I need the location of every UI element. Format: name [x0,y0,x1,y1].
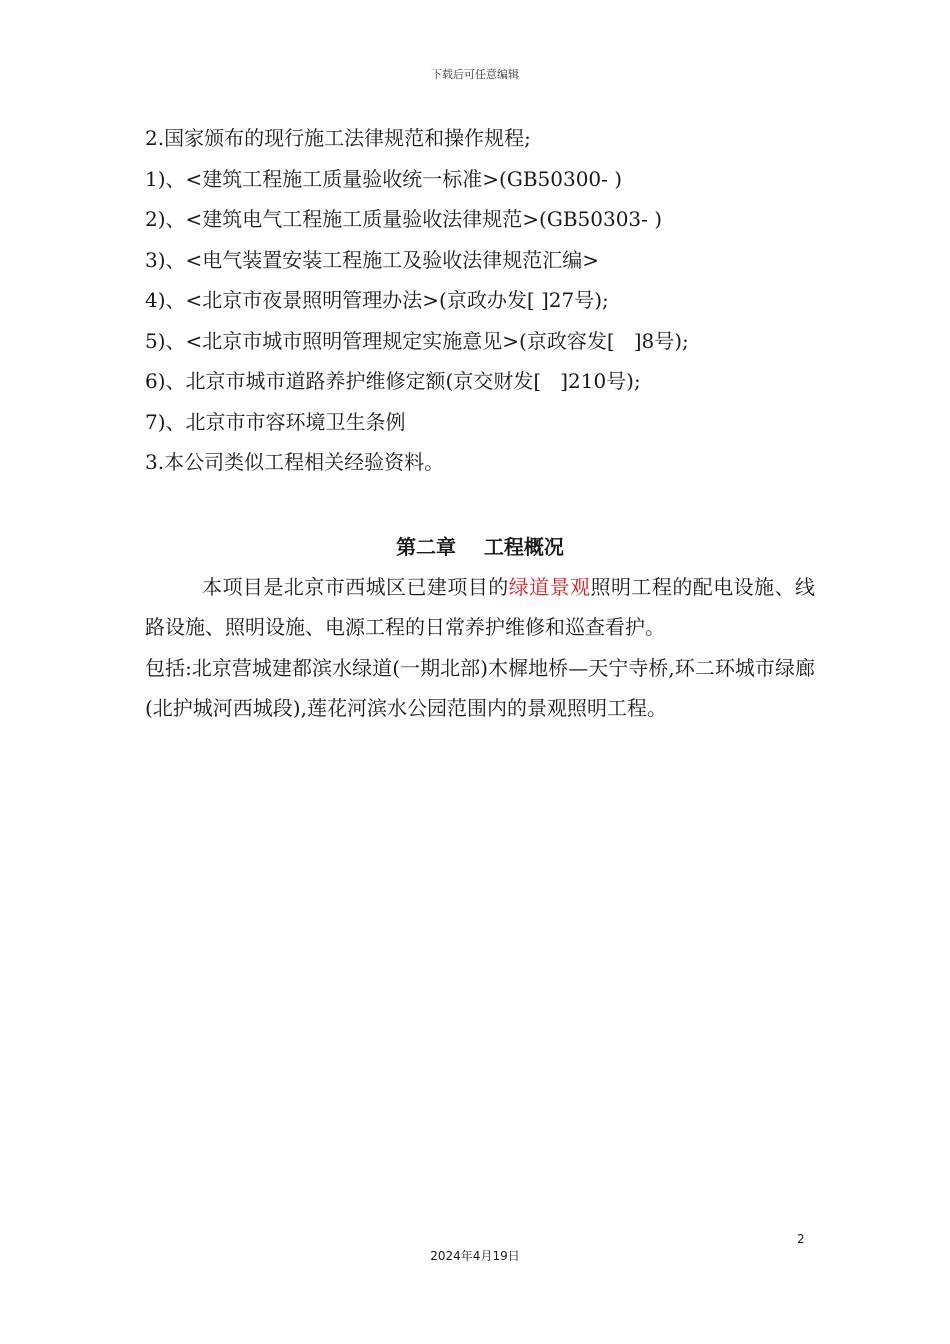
standard-list-item: 5)、<北京市城市照明管理规定实施意见>(京政容发[ ]8号); [145,328,689,353]
overview-text-end: 照明工程的配电设施、线路设施、照明设施、电源工程的日常养护维修和巡查看护。 [145,574,816,639]
overview-text-start: 本项目是北京市西城区已建项目的 [202,574,509,599]
basis-item-2: 2.国家颁布的现行施工法律规范和操作规程; [145,126,531,150]
standard-list-item: 3)、<电气装置安装工程施工及验收法律规范汇编> [145,247,600,272]
document-body [145,118,815,729]
project-overview-paragraph [145,567,815,648]
footer-date: 2024年4月19日 [430,1249,520,1263]
standard-list-item: 2)、<建筑电气工程施工质量验收法律规范>(GB50303- ) [145,207,663,231]
page-number: 2 [797,1232,805,1246]
standard-list-item: 4)、<北京市夜景照明管理办法>(京政办发[ ]27号); [145,288,609,312]
chapter-title: 第二章 工程概况 [396,534,564,559]
standard-list-item: 7)、北京市市容环境卫生条例 [145,409,406,434]
project-scope-paragraph: 包括:北京营城建都滨水绿道(一期北部)木樨地桥—天宁寺桥,环二环城市绿廊(北护城河西城段),莲花河滨水公园范围内的景观照明工程。 [145,655,815,720]
highlighted-term: 绿道景观 [508,574,591,599]
header-note: 下载后可任意编辑 [431,68,519,81]
standard-list-item: 6)、北京市城市道路养护维修定额(京交财发[ ]210号); [145,369,641,393]
basis-item-3: 3.本公司类似工程相关经验资料。 [145,450,445,474]
standard-list-item: 1)、<建筑工程施工质量验收统一标准>(GB50300- ) [145,166,623,191]
